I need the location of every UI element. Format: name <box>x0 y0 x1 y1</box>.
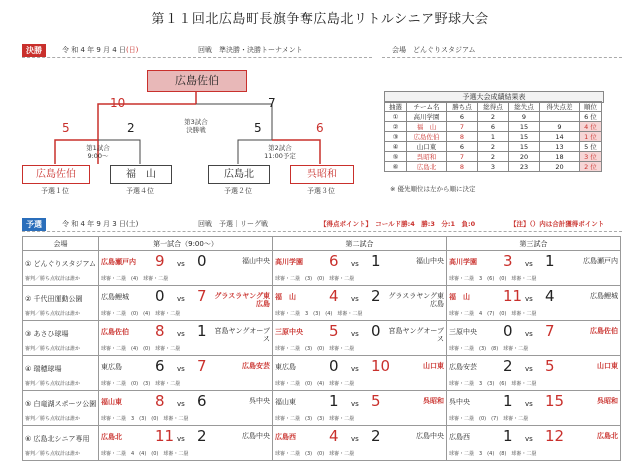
score-b: 15 <box>545 392 565 410</box>
standings-cell: 山口東 <box>407 142 447 152</box>
team-a: 東広島 <box>275 363 296 371</box>
vs-label: vs <box>177 365 185 373</box>
col-header: 総得点 <box>477 102 508 112</box>
semi1-score-a: 5 <box>62 121 70 135</box>
team-b: 宮島ヤングオーブス <box>388 327 444 343</box>
score-b: 10 <box>371 357 391 375</box>
standings-row <box>385 112 602 122</box>
team-b: 広島北 <box>597 432 618 440</box>
prelim-round: 回戦 予選｜リーグ戦 <box>198 220 268 228</box>
umpire-points: 球審・二塁 (3) (0) 球審・二塁 <box>275 451 355 457</box>
prelim-date: 令 和 4 年 9 月 3 日(土) <box>62 220 139 228</box>
game-cell <box>99 426 273 461</box>
col-header: 第三試合 <box>447 237 621 251</box>
game-cell <box>273 391 447 426</box>
team-b: 呉中央 <box>249 397 270 405</box>
game-cell <box>447 391 621 426</box>
team-b: 呉昭和 <box>423 397 444 405</box>
score-b: 2 <box>371 427 381 445</box>
venue-row <box>23 251 621 286</box>
team-a: 広島佐伯 <box>101 328 129 336</box>
score-a: 11 <box>503 287 523 305</box>
score-a: 0 <box>329 357 339 375</box>
venue-cell <box>23 251 99 286</box>
standings-cell: 8 <box>446 162 477 172</box>
standings-cell: 3 位 <box>579 152 601 162</box>
standings-cell: 18 <box>539 152 579 162</box>
standings-cell <box>539 112 579 122</box>
umpire-points: 球審・二塁 (0) (7) 球審・二塁 <box>449 416 529 422</box>
semi2-score-b: 6 <box>316 121 324 135</box>
vs-label: vs <box>351 330 359 338</box>
score-a: 1 <box>503 427 513 445</box>
game-cell <box>273 251 447 286</box>
standings-cell: 15 <box>508 132 539 142</box>
standings-cell: 20 <box>508 152 539 162</box>
team-hiroshima-kita: 広島北 <box>208 165 270 184</box>
team-a: 広島西 <box>275 433 296 441</box>
standings-cell: 2 位 <box>579 162 601 172</box>
standings-cell: 15 <box>508 142 539 152</box>
venue-row <box>23 356 621 391</box>
col-header: 第二試合 <box>273 237 447 251</box>
vs-label: vs <box>351 435 359 443</box>
score-a: 6 <box>329 252 339 270</box>
standings-cell: ⑥ <box>385 162 407 172</box>
vs-label: vs <box>177 260 185 268</box>
venue-name: ⑥ 広島北シニア専用 <box>25 435 90 443</box>
standings-cell: 高川学園 <box>407 112 447 122</box>
standings-title: 予選大会成績結果表 <box>384 91 604 103</box>
score-b: 7 <box>197 287 207 305</box>
seed: 予選４位 <box>126 187 154 195</box>
game-cell <box>447 426 621 461</box>
team-b: グラスラヤング東広島 <box>388 292 444 308</box>
team-b: 宮島ヤングオーブス <box>214 327 270 343</box>
umpire-points: 球審・二塁 (4) (0) 球審・二塁 <box>101 346 181 352</box>
standings-cell: 6 <box>477 122 508 132</box>
score-a: 11 <box>155 427 175 445</box>
team-fukuyama: 福 山 <box>110 165 172 184</box>
col-header: 第一試合（9:00～） <box>99 237 273 251</box>
game-cell <box>273 426 447 461</box>
vs-label: vs <box>351 365 359 373</box>
venue-cell <box>23 391 99 426</box>
standings-header-row <box>385 102 602 112</box>
standings-cell: ① <box>385 112 407 122</box>
team-b: 広島中央 <box>242 432 270 440</box>
standings-cell: 福 山 <box>407 122 447 132</box>
score-b: 12 <box>545 427 565 445</box>
team-b: 広島安芸 <box>242 362 270 370</box>
umpire-label: 審判／勝ち点収計は誰か <box>25 276 81 282</box>
score-a: 9 <box>155 252 165 270</box>
team-b: 呉昭和 <box>597 397 618 405</box>
vs-label: vs <box>351 400 359 408</box>
game-cell <box>447 251 621 286</box>
venue-name: ⑤ 白竜湖スポーツ公園 <box>25 400 97 408</box>
finals-tag: 決勝 <box>22 44 46 57</box>
team-a: 三原中央 <box>275 328 303 336</box>
umpire-points: 球審・二塁 3 (3) (0) 球審・二塁 <box>101 416 189 422</box>
team-a: 高川学園 <box>449 258 477 266</box>
score-b: 7 <box>197 357 207 375</box>
vs-label: vs <box>525 295 533 303</box>
standings-cell: 13 <box>539 142 579 152</box>
game-cell <box>273 356 447 391</box>
page-title: 第１１回北広島町長旗争奪広島北リトルシニア野球大会 <box>151 12 489 27</box>
prelim-note: 【注】（）内は合計獲得ポイント <box>510 220 605 228</box>
vs-label: vs <box>525 435 533 443</box>
score-a: 8 <box>155 392 165 410</box>
team-b: 福山中央 <box>242 257 270 265</box>
standings-cell: 6 <box>446 142 477 152</box>
umpire-points: 球審・二塁 (3) (0) 球審・二塁 <box>275 276 355 282</box>
col-header: 勝ち点 <box>446 102 477 112</box>
score-a: 2 <box>503 357 513 375</box>
finals-date: 令 和 4 年 9 月 4 日(日) <box>62 46 139 54</box>
umpire-points: 球審・二塁 (0) (4) 球審・二塁 <box>275 381 355 387</box>
standings-cell: 9 <box>508 112 539 122</box>
team-a: 三原中央 <box>449 328 477 336</box>
standings-cell: 15 <box>508 122 539 132</box>
venue-row <box>23 286 621 321</box>
team-a: 福山東 <box>101 398 122 406</box>
standings-cell: 広島北 <box>407 162 447 172</box>
umpire-label: 審判／勝ち点収計は誰か <box>25 381 81 387</box>
team-kure-showa: 呉昭和 <box>290 165 354 184</box>
game-cell <box>99 321 273 356</box>
umpire-points: 球審・二塁 3 (6) (0) 球審・二塁 <box>449 276 537 282</box>
score-b: 2 <box>197 427 207 445</box>
final-score-left: 10 <box>110 96 126 110</box>
team-b: 広島瀬戸内 <box>583 257 618 265</box>
score-b: 2 <box>371 287 381 305</box>
venue-row <box>23 391 621 426</box>
umpire-points: 球審・二塁 4 (4) (0) 球審・二塁 <box>101 451 189 457</box>
score-a: 0 <box>503 322 513 340</box>
prelim-results-table <box>22 236 621 461</box>
umpire-points: 球審・二塁 3 (3) (6) 球審・二塁 <box>449 381 537 387</box>
standings-cell: 2 <box>477 142 508 152</box>
score-a: 8 <box>155 322 165 340</box>
col-header: 得失点差 <box>539 102 579 112</box>
team-b: 広島鯉城 <box>590 292 618 300</box>
score-a: 4 <box>329 427 339 445</box>
col-header: 抽選 <box>385 102 407 112</box>
standings-row <box>385 162 602 172</box>
standings-cell: 4 位 <box>579 122 601 132</box>
game-cell <box>99 286 273 321</box>
umpire-points: 球審・二塁 (0) (3) 球審・二塁 <box>101 381 181 387</box>
score-b: 6 <box>197 392 207 410</box>
game-cell <box>273 286 447 321</box>
vs-label: vs <box>351 295 359 303</box>
vs-label: vs <box>525 365 533 373</box>
seed: 予選１位 <box>41 187 69 195</box>
finals-round: 回戦 準決勝・決勝トーナメント <box>198 46 303 54</box>
standings-cell: 広島佐伯 <box>407 132 447 142</box>
standings-cell: 6 <box>446 112 477 122</box>
standings-cell: 20 <box>539 162 579 172</box>
score-b: 7 <box>545 322 555 340</box>
umpire-label: 審判／勝ち点収計は誰か <box>25 346 81 352</box>
game-cell <box>99 251 273 286</box>
venue-cell <box>23 426 99 461</box>
team-b: グラスラヤング東広島 <box>214 292 270 308</box>
standings-row <box>385 132 602 142</box>
team-a: 広島瀬戸内 <box>101 258 136 266</box>
vs-label: vs <box>351 260 359 268</box>
game-cell <box>447 356 621 391</box>
venue-row <box>23 321 621 356</box>
standings-cell: ③ <box>385 132 407 142</box>
standings-row <box>385 122 602 132</box>
col-header: 総失点 <box>508 102 539 112</box>
team-hiroshima-saeki: 広島佐伯 <box>22 165 90 184</box>
standings-cell: 23 <box>508 162 539 172</box>
standings-cell: 呉昭和 <box>407 152 447 162</box>
standings-cell: 2 <box>477 152 508 162</box>
venue-cell <box>23 321 99 356</box>
team-a: 広島安芸 <box>449 363 477 371</box>
col-header: 順位 <box>579 102 601 112</box>
team-a: 東広島 <box>101 363 122 371</box>
champion-box: 広島佐伯 <box>147 70 247 92</box>
venue-name: ④ 瑞穂球場 <box>25 365 62 373</box>
score-a: 4 <box>329 287 339 305</box>
game-cell <box>99 356 273 391</box>
game-cell <box>99 391 273 426</box>
standings-cell: 8 <box>446 132 477 142</box>
standings-cell: ⑤ <box>385 152 407 162</box>
umpire-points: 球審・二塁 (3) (0) 球審・二塁 <box>275 346 355 352</box>
standings-row <box>385 152 602 162</box>
venue-name: ② 千代田運動公園 <box>25 295 83 303</box>
standings-cell: 5 位 <box>579 142 601 152</box>
standings-cell: 1 <box>477 132 508 142</box>
team-b: 福山中央 <box>416 257 444 265</box>
team-a: 福山東 <box>275 398 296 406</box>
game3-label: 第3試合 決勝戦 <box>184 118 208 134</box>
standings-cell: ② <box>385 122 407 132</box>
umpire-label: 審判／勝ち点収計は誰か <box>25 311 81 317</box>
score-b: 1 <box>197 322 207 340</box>
team-a: 福 山 <box>275 293 296 301</box>
score-b: 0 <box>371 322 381 340</box>
game-cell <box>447 286 621 321</box>
points-rule: 【得点ポイント】 コールド勝:4 勝:3 分:1 負:0 <box>320 220 476 228</box>
umpire-points: 球審・二塁 4 (7) (0) 球審・二塁 <box>449 311 537 317</box>
game-cell <box>273 321 447 356</box>
col-header: チーム名 <box>407 102 447 112</box>
prelim-header-row <box>23 237 621 251</box>
semi1-score-b: 2 <box>127 121 135 135</box>
game-cell <box>447 321 621 356</box>
venue-cell <box>23 356 99 391</box>
standings-cell: 14 <box>539 132 579 142</box>
standings-cell: 2 <box>477 112 508 122</box>
final-score-right: 7 <box>268 96 276 110</box>
venue-name: ① どんぐりスタジアム <box>25 260 97 268</box>
score-b: 1 <box>545 252 555 270</box>
standings-cell: ④ <box>385 142 407 152</box>
umpire-points: 球審・二塁 (4) 球審・二塁 <box>101 276 169 282</box>
score-b: 5 <box>371 392 381 410</box>
vs-label: vs <box>525 330 533 338</box>
vs-label: vs <box>177 330 185 338</box>
score-b: 5 <box>545 357 555 375</box>
umpire-points: 球審・二塁 3 (3) (4) 球審・二塁 <box>275 311 363 317</box>
score-b: 1 <box>371 252 381 270</box>
standings-cell: 7 <box>446 122 477 132</box>
score-a: 0 <box>155 287 165 305</box>
standings-note: ※ 優先順位は左から順に決定 <box>390 185 476 193</box>
score-b: 4 <box>545 287 555 305</box>
venue-cell <box>23 286 99 321</box>
team-b: 広島中央 <box>416 432 444 440</box>
score-a: 1 <box>329 392 339 410</box>
standings-cell: 1 位 <box>579 132 601 142</box>
vs-label: vs <box>177 400 185 408</box>
umpire-points: 球審・二塁 (0) (4) 球審・二塁 <box>101 311 181 317</box>
game1-label: 第1試合 9:00～ <box>86 144 110 160</box>
seed: 予選３位 <box>307 187 335 195</box>
team-b: 山口東 <box>423 362 444 370</box>
vs-label: vs <box>177 435 185 443</box>
team-a: 高川学園 <box>275 258 303 266</box>
team-a: 広島鯉城 <box>101 293 129 301</box>
score-a: 5 <box>329 322 339 340</box>
umpire-points: 球審・二塁 (3) (8) 球審・二塁 <box>449 346 529 352</box>
umpire-label: 審判／勝ち点収計は誰か <box>25 416 81 422</box>
standings-cell: 9 <box>539 122 579 132</box>
score-a: 1 <box>503 392 513 410</box>
vs-label: vs <box>525 400 533 408</box>
team-a: 福 山 <box>449 293 470 301</box>
standings-cell: 7 <box>446 152 477 162</box>
vs-label: vs <box>525 260 533 268</box>
game2-label: 第2試合 11:00予定 <box>264 144 296 160</box>
team-a: 広島北 <box>101 433 122 441</box>
prelim-tag: 予選 <box>22 218 46 231</box>
umpire-points: 球審・二塁 (3) (3) 球審・二塁 <box>275 416 355 422</box>
seed: 予選２位 <box>224 187 252 195</box>
venue-name: ③ あさひ球場 <box>25 330 69 338</box>
standings-cell: 3 <box>477 162 508 172</box>
venue-row <box>23 426 621 461</box>
score-a: 6 <box>155 357 165 375</box>
umpire-label: 審判／勝ち点収計は誰か <box>25 451 81 457</box>
standings-row <box>385 142 602 152</box>
team-a: 呉中央 <box>449 398 470 406</box>
team-b: 広島佐伯 <box>590 327 618 335</box>
standings-cell: 6 位 <box>579 112 601 122</box>
score-b: 0 <box>197 252 207 270</box>
semi2-score-a: 5 <box>254 121 262 135</box>
score-a: 3 <box>503 252 513 270</box>
vs-label: vs <box>177 295 185 303</box>
finals-venue: 会場 どんぐりスタジアム <box>392 46 476 54</box>
standings-table <box>384 101 602 172</box>
umpire-points: 球審・二塁 3 (4) (8) 球審・二塁 <box>449 451 537 457</box>
col-header: 会場 <box>23 237 99 251</box>
team-a: 広島西 <box>449 433 470 441</box>
team-b: 山口東 <box>597 362 618 370</box>
